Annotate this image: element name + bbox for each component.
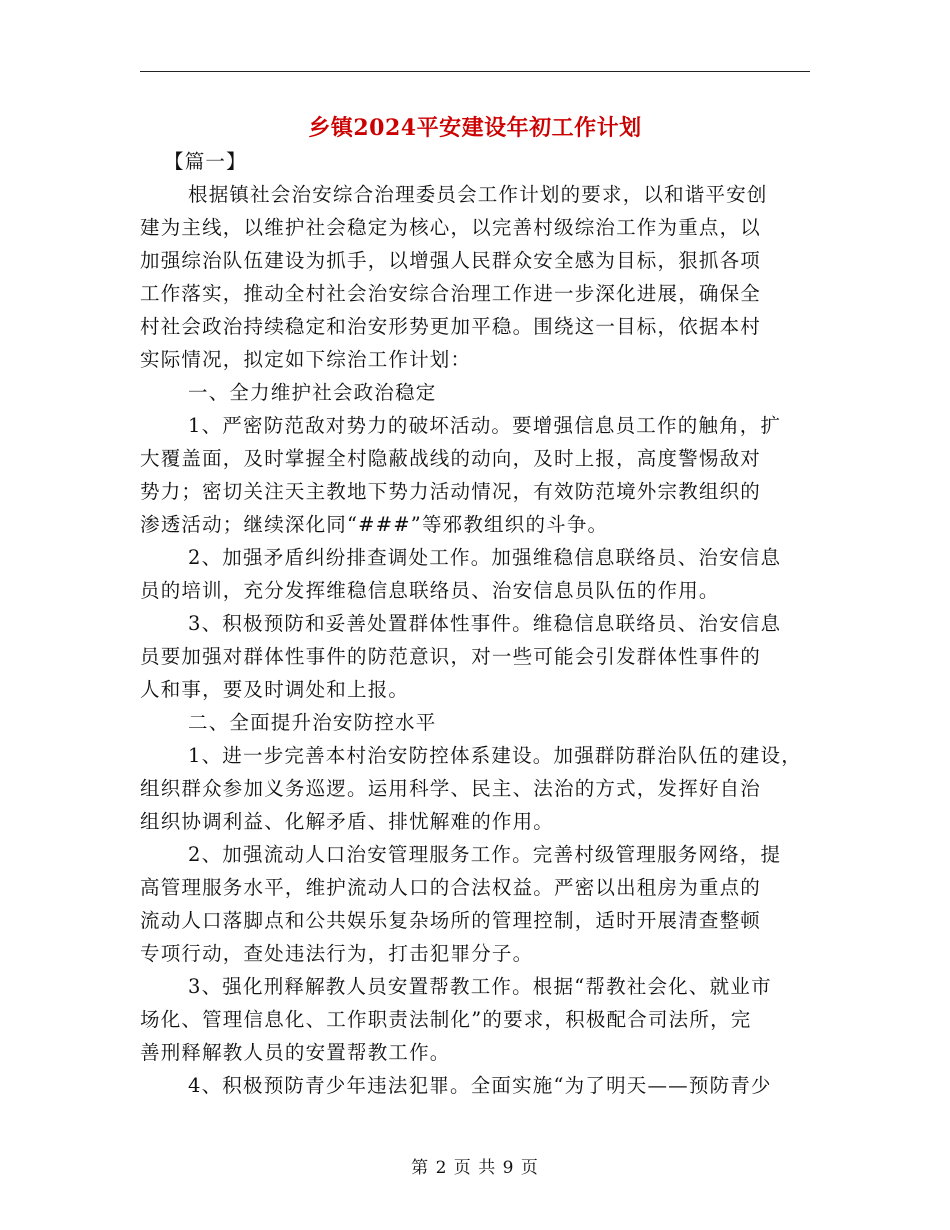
paragraph-line: 专项行动，查处违法行为，打击犯罪分子。 (140, 942, 534, 965)
subsection-heading: 一、全力维护社会政治稳定 (188, 381, 437, 404)
paragraph-line: 场化、管理信息化、工作职责法制化”的要求，积极配合司法所，完 (140, 1008, 752, 1031)
paragraph-line: 加强综治队伍建设为抓手，以增强人民群众安全感为目标，狠抓各项 (140, 249, 762, 272)
paragraph-line: 大覆盖面，及时掌握全村隐蔽战线的动向，及时上报，高度警惕敌对 (140, 447, 762, 470)
document-body (140, 145, 812, 1102)
paragraph-line: 势力；密切关注天主教地下势力活动情况，有效防范境外宗教组织的 (140, 480, 762, 503)
subsection-heading: 二、全面提升治安防控水平 (188, 711, 437, 734)
section-heading: 【篇一】 (164, 150, 247, 173)
paragraph-line: 1、进一步完善本村治安防控体系建设。加强群防群治队伍的建设， (188, 744, 802, 767)
paragraph-line: 建为主线，以维护社会稳定为核心，以完善村级综治工作为重点，以 (140, 216, 762, 239)
document-title: 乡镇2024平安建设年初工作计划 (308, 115, 642, 141)
paragraph-line: 流动人口落脚点和公共娱乐复杂场所的管理控制，适时开展清查整顿 (140, 909, 762, 932)
paragraph-line: 3、积极预防和妥善处置群体性事件。维稳信息联络员、治安信息 (188, 612, 782, 635)
paragraph-line: 工作落实，推动全村社会治安综合治理工作进一步深化进展，确保全 (140, 282, 762, 305)
paragraph-line: 3、强化刑释解教人员安置帮教工作。根据“帮教社会化、就业市 (188, 975, 772, 998)
paragraph-line: 2、加强流动人口治安管理服务工作。完善村级管理服务网络，提 (188, 843, 782, 866)
paragraph-line: 人和事，要及时调处和上报。 (140, 678, 410, 701)
paragraph-line: 根据镇社会治安综合治理委员会工作计划的要求，以和谐平安创 (188, 183, 768, 206)
paragraph-line: 员的培训，充分发挥维稳信息联络员、治安信息员队伍的作用。 (140, 579, 720, 602)
header-rule (140, 71, 810, 72)
page-number: 第 2 页 共 9 页 (411, 1158, 539, 1178)
paragraph-line: 善刑释解教人员的安置帮教工作。 (140, 1041, 451, 1064)
paragraph-line: 2、加强矛盾纠纷排查调处工作。加强维稳信息联络员、治安信息 (188, 546, 782, 569)
paragraph-line: 1、严密防范敌对势力的破坏活动。要增强信息员工作的触角，扩 (188, 414, 782, 437)
paragraph-line: 组织群众参加义务巡逻。运用科学、民主、法治的方式，发挥好自治 (140, 777, 762, 800)
paragraph-line: 渗透活动；继续深化同“###”等邪教组织的斗争。 (140, 513, 609, 536)
paragraph-line: 组织协调利益、化解矛盾、排忧解难的作用。 (140, 810, 555, 833)
paragraph-line: 实际情况，拟定如下综治工作计划： (140, 348, 472, 371)
paragraph-line: 4、积极预防青少年违法犯罪。全面实施“为了明天——预防青少 (188, 1074, 772, 1097)
paragraph-line: 村社会政治持续稳定和治安形势更加平稳。围绕这一目标，依据本村 (140, 315, 762, 338)
paragraph-line: 高管理服务水平，维护流动人口的合法权益。严密以出租房为重点的 (140, 876, 762, 899)
paragraph-line: 员要加强对群体性事件的防范意识，对一些可能会引发群体性事件的 (140, 645, 762, 668)
